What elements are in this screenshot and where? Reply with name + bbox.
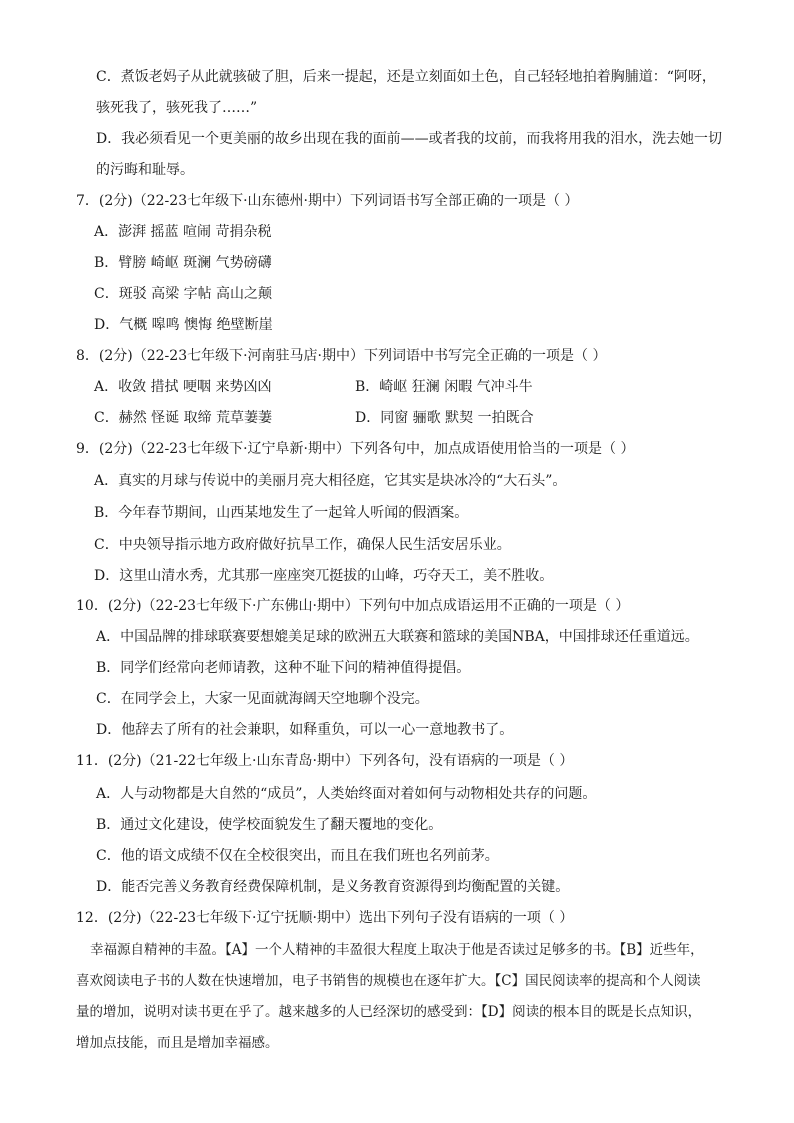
q12-passage-line-4: 增加点技能，而且是增加幸福感。	[76, 1035, 279, 1051]
q10-option-a: A．中国品牌的排球联赛要想媲美足球的欧洲五大联赛和篮球的美国NBA，中国排球还任重道远。	[96, 629, 699, 645]
question-11-stem: 11．(2分)（21-22七年级上·山东青岛·期中）下列各句，没有语病的一项是（ ）	[76, 753, 574, 769]
q9-option-d: D．这里山清水秀，尤其那一座座突兀挺拔的山峰，巧夺天工，美不胜收。	[94, 568, 554, 584]
q6-option-d-cont: 的污晦和耻辱。	[96, 162, 194, 178]
q12-passage-line-2: 喜欢阅读电子书的人数在快速增加，电子书销售的规模也在逐年扩大。【C】国民阅读率的提高和个人阅读	[76, 973, 701, 989]
q6-option-c-cont: 骇死我了，骇死我了……”	[96, 100, 258, 116]
q11-option-c: C．他的语文成绩不仅在全校很突出，而且在我们班也名列前茅。	[96, 848, 499, 864]
question-7-stem: 7．(2分)（22-23七年级下·山东德州·期中）下列词语书写全部正确的一项是（ ）	[76, 193, 579, 209]
q8-option-a: A．收敛 措拭 哽咽 来势凶凶	[94, 379, 272, 395]
question-10-stem: 10．(2分)（22-23七年级下·广东佛山·期中）下列句中加点成语运用不正确的一项是（ ）	[76, 598, 630, 614]
q7-option-c: C．斑驳 高梁 字帖 高山之颠	[94, 286, 273, 302]
q10-option-b: B．同学们经常向老师请教，这种不耻下问的精神值得提倡。	[96, 660, 471, 676]
q8-option-b: B．崎岖 狂澜 闲暇 气冲斗牛	[355, 379, 533, 395]
question-8-stem: 8．(2分)（22-23七年级下·河南驻马店·期中）下列词语中书写完全正确的一项是（ ）	[76, 348, 607, 364]
q11-option-d: D．能否完善义务教育经费保障机制，是义务教育资源得到均衡配置的关键。	[96, 879, 570, 895]
q9-option-c: C．中央领导指示地方政府做好抗旱工作，确保人民生活安居乐业。	[94, 537, 511, 553]
q9-option-b: B．今年春节期间，山西某地发生了一起耸人听闻的假酒案。	[94, 505, 469, 521]
q6-option-c: C．煮饭老妈子从此就骇破了胆，后来一提起，还是立刻面如土色，自己轻轻地拍着胸脯道：“阿呀，	[96, 69, 716, 85]
q7-option-a: A．澎湃 摇蓝 喧闹 苛捐杂税	[94, 224, 272, 240]
q11-option-a: A．人与动物都是大自然的“成员”，人类始终面对着如何与动物相处共存的问题。	[96, 786, 597, 802]
q10-option-d: D．他辞去了所有的社会兼职，如释重负，可以一心一意地教书了。	[96, 722, 514, 738]
question-12-stem: 12．(2分)（22-23七年级下·辽宁抚顺·期中）选出下列句子没有语病的一项（ ）	[76, 910, 574, 926]
q12-passage-line-1: 幸福源自精神的丰盈。【A】一个人精神的丰盈很大程度上取决于他是否读过足够多的书。【B】近些年，	[90, 942, 704, 958]
q11-option-b: B．通过文化建设，使学校面貌发生了翻天覆地的变化。	[96, 817, 443, 833]
question-9-stem: 9．(2分)（22-23七年级下·辽宁阜新·期中）下列各句中，加点成语使用恰当的一项是（ ）	[76, 441, 635, 457]
q7-option-b: B．臂膀 崎岖 斑澜 气势磅礴	[94, 255, 272, 271]
q10-option-c: C．在同学会上，大家一见面就海阔天空地聊个没完。	[96, 691, 429, 707]
q8-option-c: C．赫然 怪诞 取缔 荒草萋萋	[94, 410, 273, 426]
q6-option-d: D．我必须看见一个更美丽的故乡出现在我的面前——或者我的坟前，而我将用我的泪水，洗去她一切	[96, 131, 722, 147]
q9-option-a: A．真实的月球与传说中的美丽月亮大相径庭，它其实是块冰冷的“大石头”。	[94, 473, 567, 489]
q12-passage-line-3: 量的增加，说明对读书更在乎了。越来越多的人已经深切的感受到：【D】阅读的根本目的既是长点知识，	[76, 1004, 702, 1020]
q8-option-d: D．同窗 骊歌 默契 一拍既合	[355, 410, 534, 426]
q7-option-d: D．气概 嗥鸣 懊悔 绝壁断崖	[94, 317, 273, 333]
